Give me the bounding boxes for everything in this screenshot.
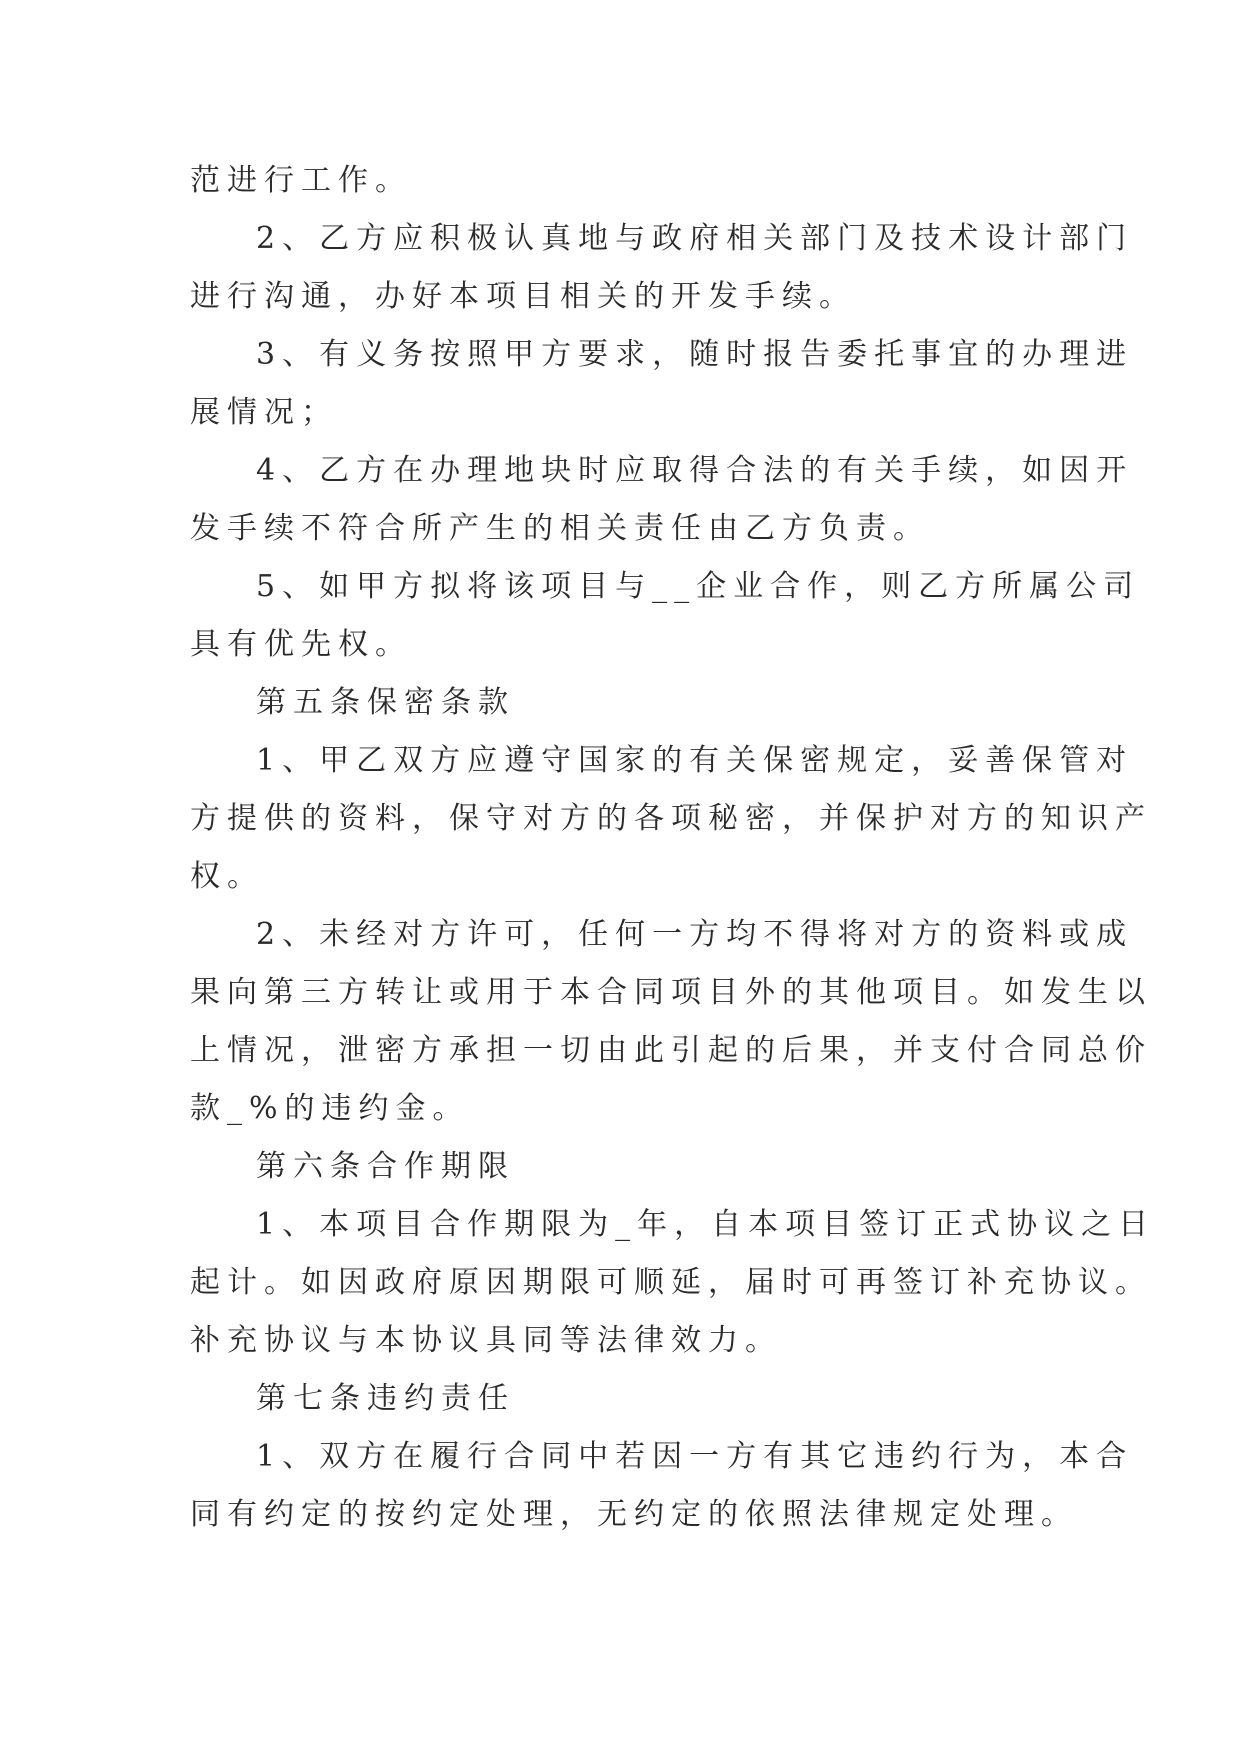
document-line: 起计。如因政府原因期限可顺延，届时可再签订补充协议。 xyxy=(190,1265,1152,1300)
document-line: 3、有义务按照甲方要求，随时报告委托事宜的办理进 xyxy=(256,337,1134,372)
document-line: 果向第三方转让或用于本合同项目外的其他项目。如发生以 xyxy=(190,975,1152,1010)
document-line: 第六条合作期限 xyxy=(256,1149,515,1184)
document-line: 进行沟通，办好本项目相关的开发手续。 xyxy=(190,279,856,314)
document-body xyxy=(190,152,1156,1544)
document-line: 2、乙方应积极认真地与政府相关部门及技术设计部门 xyxy=(256,221,1134,256)
document-line: 发手续不符合所产生的相关责任由乙方负责。 xyxy=(190,511,930,546)
document-line: 2、未经对方许可，任何一方均不得将对方的资料或成 xyxy=(256,917,1134,952)
document-line: 范进行工作。 xyxy=(190,163,412,198)
document-line: 方提供的资料，保守对方的各项秘密，并保护对方的知识产 xyxy=(190,801,1152,836)
document-line: 第五条保密条款 xyxy=(256,685,515,720)
document-line: 4、乙方在办理地块时应取得合法的有关手续，如因开 xyxy=(256,453,1134,488)
document-line: 展情况； xyxy=(190,395,338,430)
document-line: 具有优先权。 xyxy=(190,627,412,662)
document-line: 补充协议与本协议具同等法律效力。 xyxy=(190,1323,782,1358)
document-line: 同有约定的按约定处理，无约定的依照法律规定处理。 xyxy=(190,1497,1078,1532)
document-line: 权。 xyxy=(190,859,264,894)
document-line: 5、如甲方拟将该项目与__企业合作，则乙方所属公司 xyxy=(256,569,1141,604)
document-line: 上情况，泄密方承担一切由此引起的后果，并支付合同总价 xyxy=(190,1033,1152,1068)
document-line: 1、双方在履行合同中若因一方有其它违约行为，本合 xyxy=(256,1439,1134,1474)
document-line: 第七条违约责任 xyxy=(256,1381,515,1416)
document-line: 1、甲乙双方应遵守国家的有关保密规定，妥善保管对 xyxy=(256,743,1134,778)
document-line: 1、本项目合作期限为_年，自本项目签订正式协议之日 xyxy=(256,1207,1156,1242)
document-line: 款_%的违约金。 xyxy=(190,1091,470,1126)
